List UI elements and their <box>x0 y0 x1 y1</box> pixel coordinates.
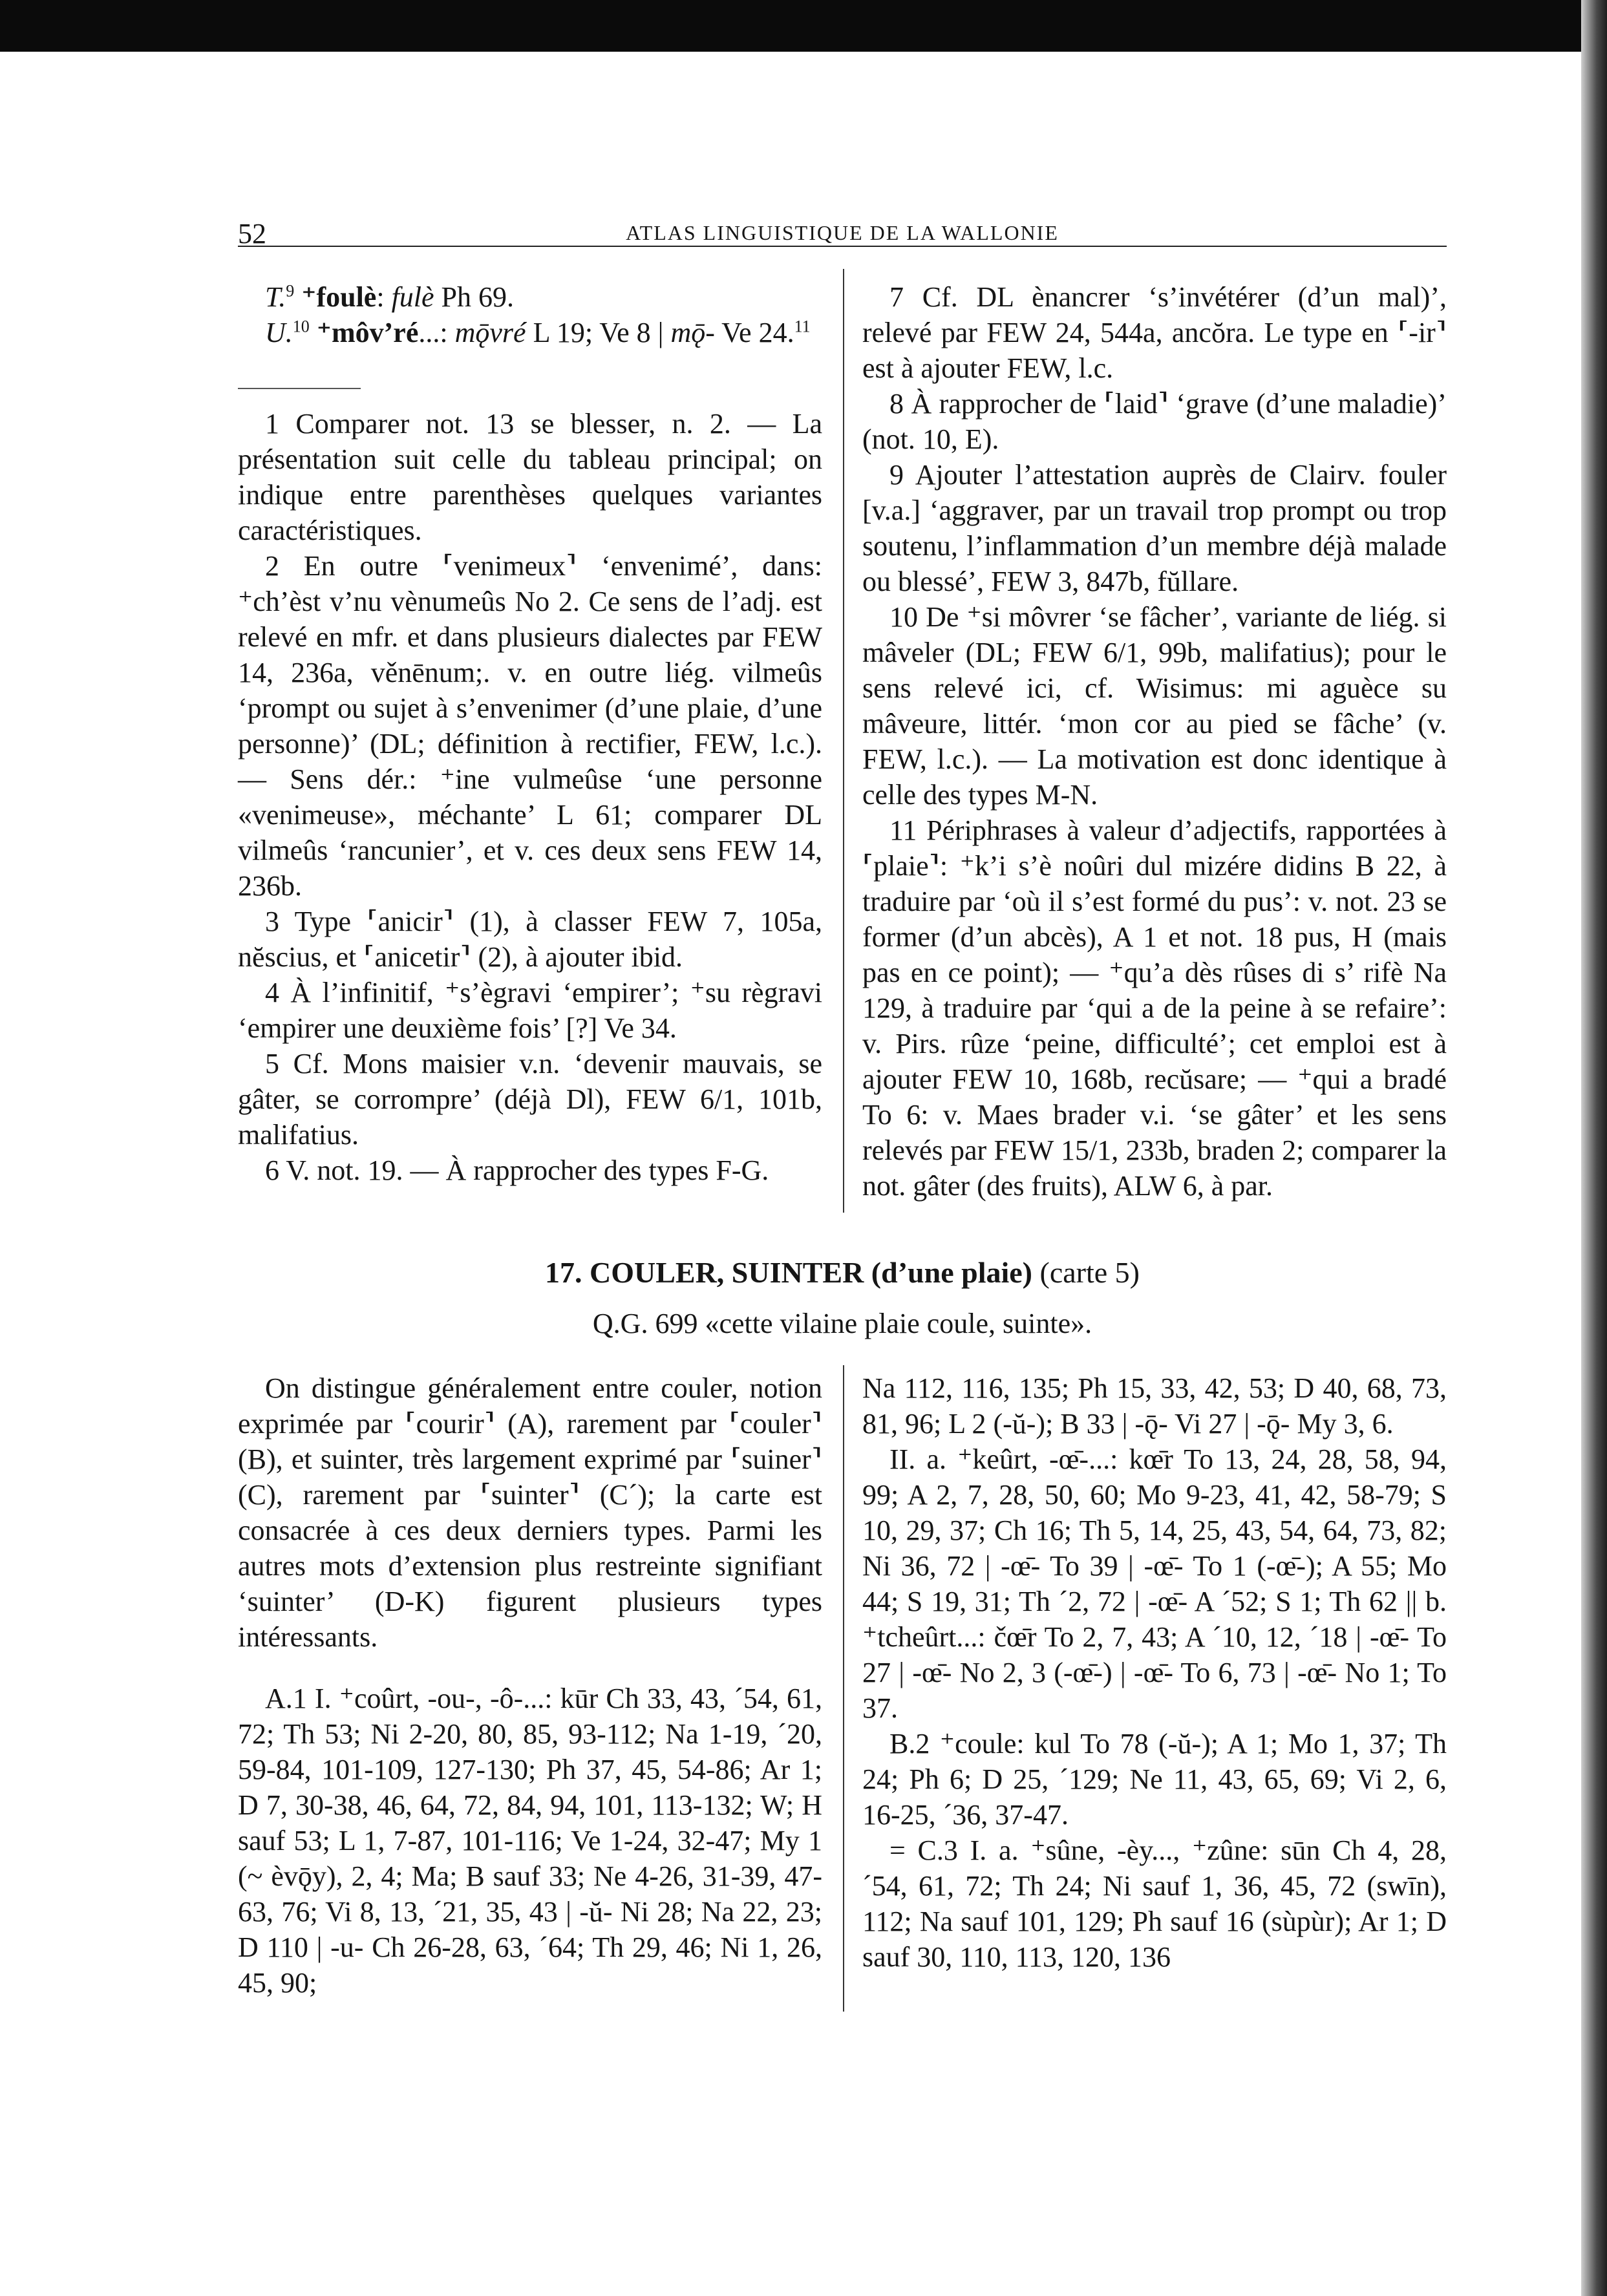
lower-right-column <box>862 1370 1447 1975</box>
lower-column-divider <box>843 1365 844 2012</box>
entry-a-ii: II. a. ⁺keûrt, -œ̄-...: kœ̄r To 13, 24, 28, 58, 94, 99; A 2, 7, 28, 50, 60; Mo 9-23, 41, 42, 58-79; S 10, 29, 37; Ch 16; Th 5, 14, 25, 43, 54, 64, 73, 82; Ni 36, 72 | -œ̄- To 39 | -œ̄- To 1 (-œ̄-); A 55; Mo 44; S 19, 31; Th ´2, 72 | -œ̄- A ´52; S 1; Th 62 || b. ⁺tcheûrt...: čœ̄r To 2, 7, 43; A ´10, 12, ´18 | -œ̄- To 27 | -œ̄- No 2, 3 (-œ̄-) | -œ̄- To 6, 73 | -œ̄- No 1; To 37. <box>862 1443 1447 1724</box>
intro-paragraph: On distingue généralement entre couler, notion exprimée par ⸢courir⸣ (A), rarement par ⸢couler⸣ (B), et suinter, très largement exprimé par ⸢suiner⸣ (C), rarement par ⸢suinter⸣ (C´); la carte est consacrée à ces deux derniers types. Parmi les autres mots d’extension plus restreinte signifiant ‘suinter’ (D-K) figurent plusieurs types intéressants. <box>238 1372 822 1653</box>
page-header <box>238 217 1447 250</box>
footnote-8: 8 À rapprocher de ⸢laid⸣ ‘grave (d’une maladie)’ (not. 10, E). <box>862 388 1447 455</box>
footnote-rule <box>238 388 361 389</box>
footnote-6: 6 V. not. 19. — À rapprocher des types F-G. <box>265 1154 769 1186</box>
section-title: 17. COULER, SUINTER (d’une plaie) (carte 5) <box>545 1256 1140 1289</box>
upper-right-column <box>862 279 1447 1204</box>
entry-t: T.$^9$ ⁺foulè: fulè Ph 69. <box>265 281 515 313</box>
scan-right-border <box>1581 0 1607 2296</box>
upper-left-column <box>238 279 822 1188</box>
questionnaire-reference: Q.G. 699 «cette vilaine plaie coule, suinte». <box>592 1308 1092 1339</box>
footnote-11: 11 Périphrases à valeur d’adjectifs, rapportées à ⸢plaie⸣: ⁺k’i s’è noûri dul mizére didins B 22, à traduire par ‘où il s’est formé du pus’: v. not. 23 se former (d’un abcès), A 1 et not. 18 pus, H (mais pas en ce point); — ⁺qu’a dès rûses di s’ rifè Na 129, à traduire par ‘qui a de la peine à se refaire’: v. Pirs. rûze ‘peine, difficulté’; cet emploi est à ajouter FEW 10, 168b, recŭsare; — ⁺qui a bradé To 6: v. Maes brader v.i. ‘se gâter’ et les sens relevés par FEW 15/1, 233b, braden 2; comparer la not. gâter (des fruits), ALW 6, à par. <box>862 814 1447 1202</box>
footnote-2: 2 En outre ⸢venimeux⸣ ‘envenimé’, dans: ⁺ch’èst v’nu vènumeûs No 2. Ce sens de l’adj. est relevé en mfr. et dans plusieurs dialectes par FEW 14, 236a, věnēnum;. v. en outre liég. vilmeûs ‘prompt ou sujet à s’envenimer (d’une plaie, d’une personne)’ (DL; définition à rectifier, FEW, l.c.). — Sens dér.: ⁺ine vulmeûse ‘une personne «venimeuse», méchante’ L 61; comparer DL vilmeûs ‘rancunier’, et v. ces deux sens FEW 14, 236b. <box>238 550 822 902</box>
footnote-9: 9 Ajouter l’attestation auprès de Clairv. fouler [v.a.] ‘aggraver, par un travail trop prompt ou trop soutenu, l’inflammation d’un membre déjà malade ou blessé’, FEW 3, 847b, fŭllare. <box>862 459 1447 597</box>
running-title: ATLAS LINGUISTIQUE DE LA WALLONIE <box>626 221 1059 244</box>
entry-b: B.2 ⁺coule: kul To 78 (-ŭ-); A 1; Mo 1, 37; Th 24; Ph 6; D 25, ´129; Ne 11, 43, 65, 69; Vi 2, 6, 16-25, ´36, 37-47. <box>862 1728 1447 1831</box>
lower-left-column <box>238 1370 822 2001</box>
footnote-4: 4 À l’infinitif, ⁺s’ègravi ‘empirer’; ⁺su règravi ‘empirer une deuxième fois’ [?] Ve 34. <box>238 977 822 1044</box>
upper-column-divider <box>843 269 844 1213</box>
footnote-5: 5 Cf. Mons maisier v.n. ‘devenir mauvais, se gâter, se corrompre’ (déjà Dl), FEW 6/1, 101b, malifatius. <box>238 1048 822 1151</box>
footnote-1: 1 Comparer not. 13 se blesser, n. 2. — La présentation suit celle du tableau principal; on indique entre parenthèses quelques variantes caractéristiques. <box>238 408 822 546</box>
entry-a-continued: Na 112, 116, 135; Ph 15, 33, 42, 53; D 40, 68, 73, 81, 96; L 2 (-ŭ-); B 33 | -ǭ- Vi 27 | -ǭ- My 3, 6. <box>862 1372 1447 1440</box>
page-number: 52 <box>238 218 266 250</box>
footnote-10: 10 De ⁺si môvrer ‘se fâcher’, variante de liég. si mâveler (DL; FEW 6/1, 99b, malifatius); pour le sens relevé ici, cf. Wisimus: mi aguèce su mâveure, littér. ‘mon cor au pied se fâche’ (v. FEW, l.c.). — La motivation est donc identique à celle des types M-N. <box>862 601 1447 811</box>
footnote-3: 3 Type ⸢anicir⸣ (1), à classer FEW 7, 105a, nĕscius, et ⸢anicetir⸣ (2), à ajouter ibid. <box>238 906 822 973</box>
entry-u: U.$^{10}$ ⁺môv’ré...: mǭvré L 19; Ve 8 | mǭ- Ve 24.11 <box>265 317 811 348</box>
footnote-7: 7 Cf. DL ènancrer ‘s’invétérer (d’un mal)’, relevé par FEW 24, 544a, ancŏra. Le type en ⸢-ir⸣ est à ajouter FEW, l.c. <box>862 281 1447 384</box>
map-reference: (carte 5) <box>1039 1256 1140 1289</box>
entry-c: = C.3 I. a. ⁺sûne, -èy..., ⁺zûne: sūn Ch 4, 28, ´54, 61, 72; Th 24; Ni sauf 1, 36, 45, 72 (swīn), 112; Na sauf 101, 129; Ph sauf 16 (sùpùr); Ar 1; D sauf 30, 110, 113, 120, 136 <box>862 1834 1447 1973</box>
scan-top-border <box>0 0 1607 52</box>
entry-a: A.1 I. ⁺coûrt, -ou-, -ô-...: kūr Ch 33, 43, ´54, 61, 72; Th 53; Ni 2-20, 80, 85, 93-112; Na 1-19, ´20, 59-84, 101-109, 127-130; Ph 37, 45, 54-86; Ar 1; D 7, 30-38, 46, 64, 72, 84, 94, 101, 113-132; W; H sauf 53; L 1, 7-87, 101-116; Ve 1-24, 32-47; My 1 (~ èvǭy), 2, 4; Ma; B sauf 33; Ne 4-26, 31-39, 47-63, 76; Vi 8, 13, ´21, 35, 43 | -ŭ- Ni 28; Na 22, 23; D 110 | -u- Ch 26-28, 63, ´64; Th 29, 46; Ni 1, 26, 45, 90; <box>238 1683 822 1999</box>
